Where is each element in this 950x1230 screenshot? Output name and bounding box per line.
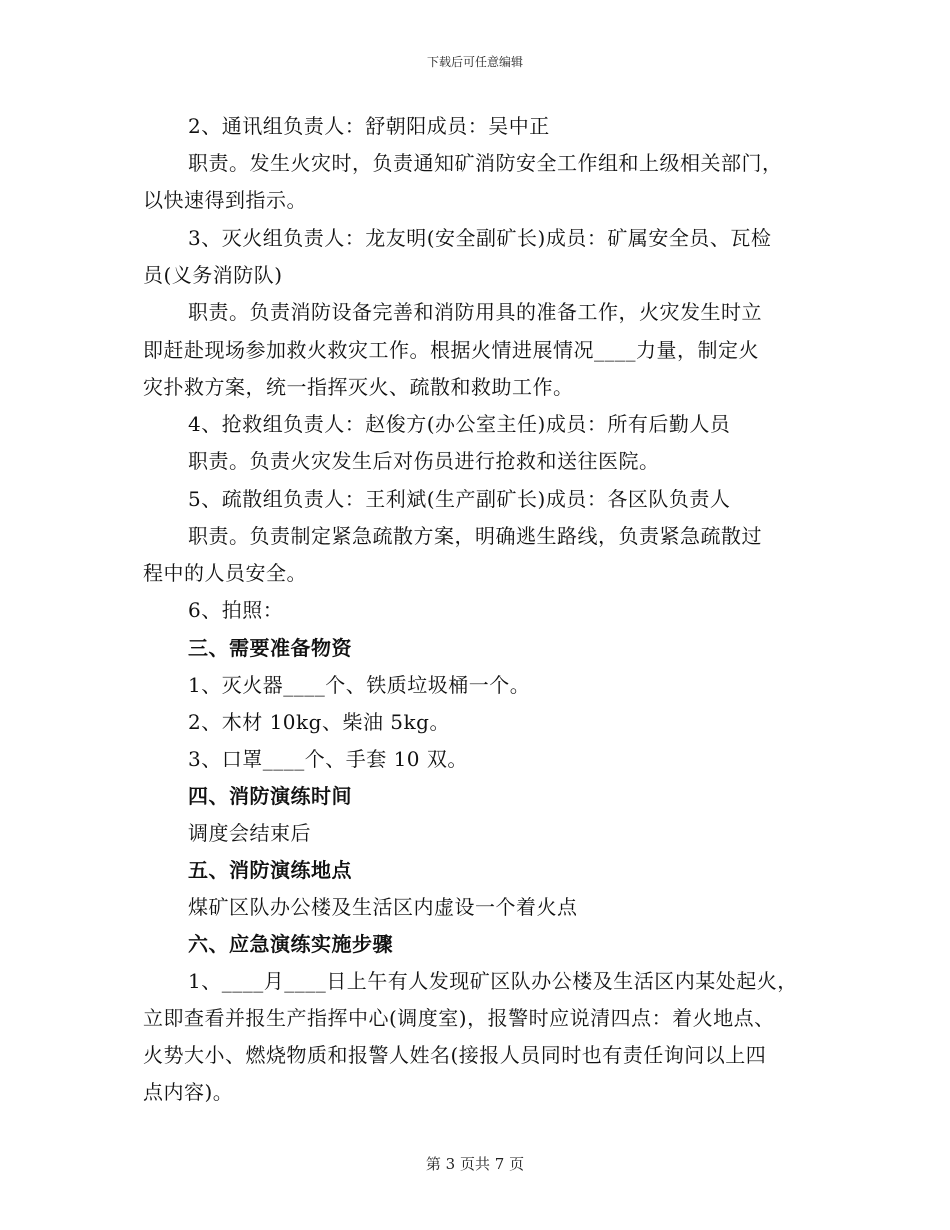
paragraph-line: 职责。负责火灾发生后对伤员进行抢救和送往医院。: [188, 449, 660, 473]
paragraph-line: 程中的人员安全。: [143, 561, 307, 585]
paragraph-line: 5、疏散组负责人：王利斌(生产副矿长)成员：各区队负责人: [188, 487, 731, 511]
paragraph-line: 煤矿区队办公楼及生活区内虚设一个着火点: [188, 895, 578, 919]
paragraph-line: 即赶赴现场参加救火救灾工作。根据火情进展情况____力量，制定火: [143, 338, 759, 362]
paragraph-line: 立即查看并报生产指挥中心(调度室)，报警时应说清四点：着火地点、: [143, 1006, 775, 1030]
paragraph-line: 3、灭火组负责人：龙友明(安全副矿长)成员：矿属安全员、瓦检: [188, 226, 772, 250]
paragraph-line: 1、____月____日上午有人发现矿区队办公楼及生活区内某处起火，: [188, 969, 798, 993]
section-heading: 五、消防演练地点: [188, 858, 352, 882]
paragraph-line: 灾扑救方案，统一指挥灭火、疏散和救助工作。: [143, 375, 574, 399]
section-heading: 六、应急演练实施步骤: [188, 932, 393, 956]
section-heading: 三、需要准备物资: [188, 636, 352, 660]
paragraph-line: 1、灭火器____个、铁质垃圾桶一个。: [188, 673, 531, 697]
paragraph-line: 职责。负责制定紧急疏散方案，明确逃生路线，负责紧急疏散过: [188, 524, 762, 548]
paragraph-line: 点内容)。: [143, 1080, 234, 1104]
page-footer: 第 3 页共 7 页: [425, 1155, 525, 1173]
section-heading: 四、消防演练时间: [188, 784, 352, 808]
paragraph-line: 6、拍照：: [188, 598, 284, 622]
paragraph-line: 调度会结束后: [188, 821, 311, 845]
page-header: 下载后可任意编辑: [426, 55, 523, 69]
paragraph-line: 以快速得到指示。: [143, 188, 307, 212]
paragraph-line: 员(义务消防队): [143, 263, 283, 287]
paragraph-line: 2、通讯组负责人：舒朝阳成员：吴中正: [188, 114, 550, 138]
paragraph-line: 2、木材 10kg、柴油 5kg。: [188, 710, 450, 734]
paragraph-line: 职责。发生火灾时，负责通知矿消防安全工作组和上级相关部门，: [188, 151, 783, 175]
paragraph-line: 3、口罩____个、手套 10 双。: [188, 747, 468, 771]
paragraph-line: 火势大小、燃烧物质和报警人姓名(接报人员同时也有责任询问以上四: [143, 1043, 767, 1067]
paragraph-line: 职责。负责消防设备完善和消防用具的准备工作，火灾发生时立: [188, 300, 762, 324]
paragraph-line: 4、抢救组负责人：赵俊方(办公室主任)成员：所有后勤人员: [188, 412, 731, 436]
